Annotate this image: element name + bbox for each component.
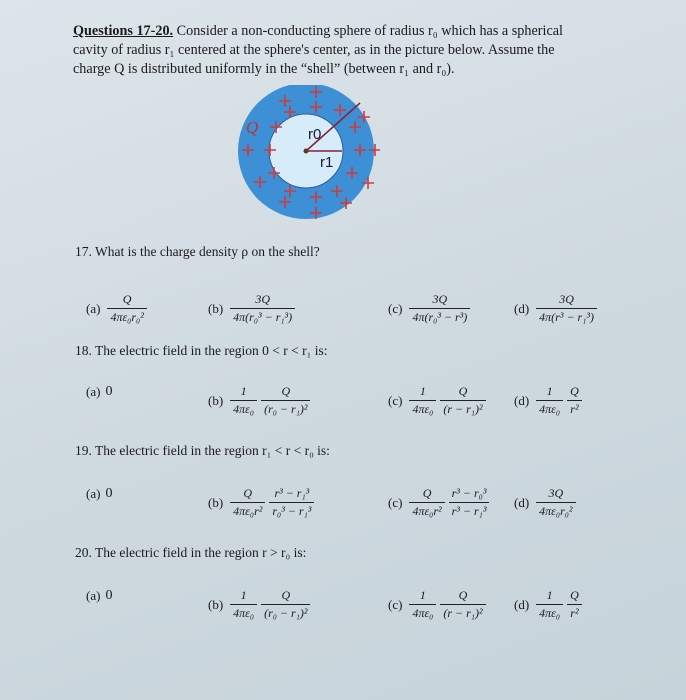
sphere-diagram bbox=[230, 85, 380, 225]
r1-label: r1 bbox=[320, 154, 334, 171]
question-20: 20. The electric field in the region r > r₀ is: bbox=[75, 545, 307, 560]
numerator: Q bbox=[458, 588, 468, 602]
denominator: r² bbox=[567, 400, 581, 417]
fraction bbox=[536, 384, 563, 417]
numerator: Q bbox=[281, 384, 291, 398]
fraction bbox=[269, 486, 314, 519]
fraction bbox=[107, 292, 146, 325]
numerator: 3Q bbox=[548, 486, 564, 500]
q18-option-c[interactable] bbox=[388, 384, 488, 417]
question-18: 18. The electric field in the region 0 < r < r₁ is: bbox=[75, 343, 328, 358]
fraction bbox=[409, 486, 444, 519]
option-label: (c) bbox=[388, 392, 403, 408]
intro-line-2: cavity of radius r₁ centered at the sphere's center, as in the picture below. Assume the bbox=[73, 42, 555, 58]
denominator: 4πε₀ bbox=[536, 400, 563, 417]
option-value: 0 bbox=[105, 384, 113, 399]
denominator: 4πε₀ bbox=[536, 604, 563, 621]
fraction bbox=[536, 292, 597, 325]
denominator: 4πε₀r₀² bbox=[107, 308, 146, 325]
option-value: 0 bbox=[105, 486, 113, 501]
option-label: (a) bbox=[86, 588, 101, 603]
fraction bbox=[409, 292, 470, 325]
question-19: 19. The electric field in the region r₁ < r < r₀ is: bbox=[75, 443, 330, 458]
numerator: Q bbox=[281, 588, 291, 602]
q17-option-d[interactable] bbox=[514, 292, 599, 325]
fraction bbox=[536, 486, 575, 519]
denominator: 4π(r₀³ − r³) bbox=[409, 308, 470, 325]
denominator: 4π(r₀³ − r₁³) bbox=[230, 308, 295, 325]
fraction bbox=[230, 486, 265, 519]
numerator: 1 bbox=[240, 384, 247, 398]
fraction bbox=[440, 588, 485, 621]
numerator: 1 bbox=[419, 384, 426, 398]
fraction bbox=[409, 384, 436, 417]
option-label: (b) bbox=[208, 494, 224, 510]
denominator: (r − r₁)² bbox=[440, 604, 485, 621]
option-label: (d) bbox=[514, 392, 530, 408]
fraction bbox=[261, 588, 310, 621]
numerator: Q bbox=[458, 384, 468, 398]
numerator: 1 bbox=[240, 588, 247, 602]
fraction bbox=[567, 384, 582, 417]
fraction bbox=[261, 384, 310, 417]
denominator: 4πε₀ bbox=[409, 400, 436, 417]
fraction bbox=[440, 384, 485, 417]
denominator: r³ − r₁³ bbox=[449, 502, 490, 519]
denominator: (r₀ − r₁)² bbox=[261, 604, 310, 621]
numerator: 1 bbox=[419, 588, 426, 602]
denominator: 4π(r³ − r₁³) bbox=[536, 308, 597, 325]
numerator: r³ − r₀³ bbox=[451, 486, 487, 500]
option-label: (a) bbox=[86, 300, 101, 316]
option-label: (d) bbox=[514, 596, 530, 612]
option-label: (a) bbox=[86, 486, 101, 501]
numerator: Q bbox=[243, 486, 253, 500]
q19-option-c[interactable] bbox=[388, 486, 491, 519]
q20-option-c[interactable] bbox=[388, 588, 488, 621]
intro-line-3: charge Q is distributed uniformly in the “shell” (between r₁ and r₀). bbox=[73, 61, 455, 77]
numerator: 1 bbox=[546, 384, 553, 398]
denominator: r₀³ − r₁³ bbox=[269, 502, 314, 519]
option-label: (d) bbox=[514, 494, 530, 510]
fraction bbox=[536, 588, 563, 621]
q19-option-d[interactable] bbox=[514, 486, 578, 519]
q17-option-c[interactable] bbox=[388, 292, 472, 325]
fraction bbox=[449, 486, 490, 519]
intro-line-1: Consider a non-conducting sphere of radius r₀ which has a spherical bbox=[173, 23, 563, 39]
denominator: 4πε₀ bbox=[230, 604, 257, 621]
numerator: Q bbox=[422, 486, 432, 500]
denominator: r² bbox=[567, 604, 581, 621]
problem-intro bbox=[73, 22, 613, 79]
option-label: (c) bbox=[388, 494, 403, 510]
denominator: 4πε₀r₀² bbox=[536, 502, 575, 519]
q17-option-b[interactable] bbox=[208, 292, 297, 325]
q17-option-a[interactable] bbox=[86, 292, 149, 325]
option-label: (c) bbox=[388, 300, 403, 316]
numerator: Q bbox=[570, 384, 579, 398]
fraction bbox=[230, 588, 257, 621]
q18-option-d[interactable] bbox=[514, 384, 584, 417]
numerator: Q bbox=[122, 292, 132, 306]
denominator: 4πε₀r² bbox=[230, 502, 265, 519]
numerator: 3Q bbox=[255, 292, 270, 306]
numerator: 3Q bbox=[559, 292, 574, 306]
denominator: 4πε₀ bbox=[230, 400, 257, 417]
r0-label: r0 bbox=[308, 126, 322, 143]
q20-option-b[interactable] bbox=[208, 588, 312, 621]
q20-option-a[interactable] bbox=[86, 588, 112, 604]
q19-option-a[interactable] bbox=[86, 486, 112, 502]
denominator: 4πε₀r² bbox=[409, 502, 444, 519]
option-label: (b) bbox=[208, 300, 224, 316]
q19-option-b[interactable] bbox=[208, 486, 316, 519]
fraction bbox=[230, 292, 295, 325]
question-17: 17. What is the charge density ρ on the shell? bbox=[75, 244, 320, 259]
fraction bbox=[409, 588, 436, 621]
charge-label: Q bbox=[246, 118, 259, 137]
center-dot bbox=[304, 149, 309, 154]
option-label: (d) bbox=[514, 300, 530, 316]
numerator: 3Q bbox=[432, 292, 448, 306]
intro-heading: Questions 17-20. bbox=[73, 23, 174, 39]
numerator: 1 bbox=[546, 588, 553, 602]
numerator: Q bbox=[570, 588, 579, 602]
denominator: (r − r₁)² bbox=[440, 400, 485, 417]
option-label: (c) bbox=[388, 596, 403, 612]
q18-option-b[interactable] bbox=[208, 384, 312, 417]
q18-option-a[interactable] bbox=[86, 384, 112, 400]
denominator: (r₀ − r₁)² bbox=[261, 400, 310, 417]
q20-option-d[interactable] bbox=[514, 588, 584, 621]
fraction bbox=[230, 384, 257, 417]
option-label: (a) bbox=[86, 384, 101, 399]
fraction bbox=[567, 588, 582, 621]
denominator: 4πε₀ bbox=[409, 604, 436, 621]
option-value: 0 bbox=[105, 588, 113, 603]
option-label: (b) bbox=[208, 392, 224, 408]
numerator: r³ − r₁³ bbox=[274, 486, 310, 500]
option-label: (b) bbox=[208, 596, 224, 612]
